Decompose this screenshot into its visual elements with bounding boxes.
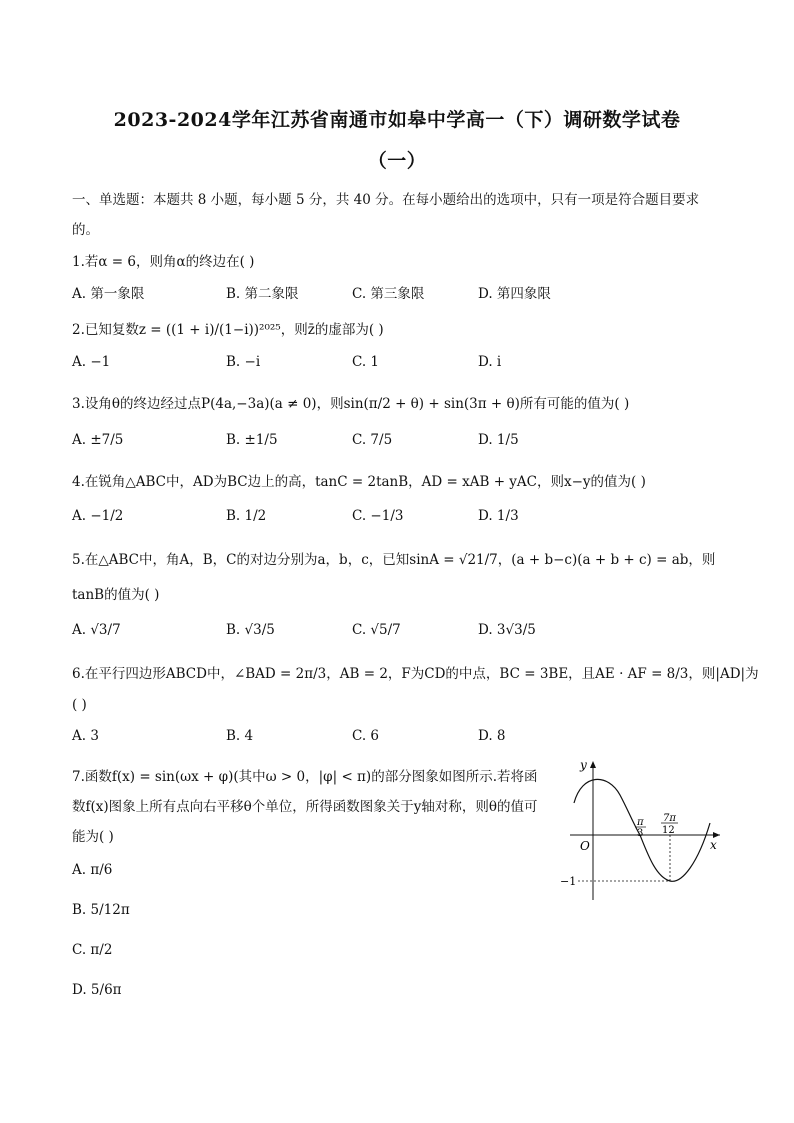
q3-option-b[interactable]: B. ±1/5 — [226, 432, 278, 448]
q4-option-c[interactable]: C. −1/3 — [352, 508, 404, 524]
q6-option-d[interactable]: D. 8 — [478, 728, 506, 744]
question-7-stem: 7.函数f(x) = sin(ωx + φ)(其中ω > 0，|φ| < π)的部分图象如图所示.若将函 — [72, 769, 538, 785]
q5-option-d[interactable]: D. 3√3/5 — [478, 622, 536, 638]
q4-option-d[interactable]: D. 1/3 — [478, 508, 519, 524]
question-6-stem: 6.在平行四边形ABCD中，∠BAD = 2π/3，AB = 2，F为CD的中点，BC = 3BE，且AE · AF = 8/3，则|AD|为 — [72, 666, 759, 682]
question-1-stem: 1.若α = 6，则角α的终边在( ) — [72, 254, 255, 270]
q7-option-c[interactable]: C. π/2 — [72, 942, 113, 958]
q5-option-b[interactable]: B. √3/5 — [226, 622, 275, 638]
q6-option-b[interactable]: B. 4 — [226, 728, 254, 744]
q5-option-c[interactable]: C. √5/7 — [352, 622, 401, 638]
q3-option-c[interactable]: C. 7/5 — [352, 432, 393, 448]
q7-option-a[interactable]: A. π/6 — [72, 862, 113, 878]
q2-option-a[interactable]: A. −1 — [72, 354, 111, 370]
page-title-suffix: （一） — [367, 150, 427, 172]
q1-option-a[interactable]: A. 第一象限 — [72, 286, 145, 302]
q7-option-d[interactable]: D. 5/6π — [72, 982, 122, 998]
y-axis-arrow-icon — [590, 761, 596, 768]
q2-option-b[interactable]: B. −i — [226, 354, 261, 370]
y-axis-label: y — [580, 758, 587, 772]
q4-option-b[interactable]: B. 1/2 — [226, 508, 267, 524]
question-7-stem-cont2: 能为( ) — [72, 829, 114, 845]
tick-7pi-over-12-den: 12 — [662, 825, 675, 836]
tick-pi-over-3-den: 3 — [637, 828, 644, 839]
q5-option-a[interactable]: A. √3/7 — [72, 622, 121, 638]
q3-option-d[interactable]: D. 1/5 — [478, 432, 519, 448]
q7-option-b[interactable]: B. 5/12π — [72, 902, 130, 918]
q6-option-a[interactable]: A. 3 — [72, 728, 99, 744]
q1-option-b[interactable]: B. 第二象限 — [226, 286, 299, 302]
q1-option-c[interactable]: C. 第三象限 — [352, 286, 425, 302]
question-3-stem: 3.设角θ的终边经过点P(4a,−3a)(a ≠ 0)，则sin(π/2 + θ) + sin(3π + θ)所有可能的值为( ) — [72, 396, 630, 412]
section-intro: 一、单选题：本题共 8 小题，每小题 5 分，共 40 分。在每小题给出的选项中，只有一项是符合题目要求 — [72, 192, 700, 208]
q4-option-a[interactable]: A. −1/2 — [72, 508, 124, 524]
x-axis-label: x — [710, 838, 717, 852]
question-5-stem-cont: tanB的值为( ) — [72, 587, 160, 603]
sine-graph-figure — [560, 755, 730, 905]
page-title: 2023-2024学年江苏省南通市如皋中学高一（下）调研数学试卷 — [113, 109, 681, 131]
q3-option-a[interactable]: A. ±7/5 — [72, 432, 124, 448]
q6-option-c[interactable]: C. 6 — [352, 728, 380, 744]
question-4-stem: 4.在锐角△ABC中，AD为BC边上的高，tanC = 2tanB，AD = xAB + yAC，则x−y的值为( ) — [72, 474, 646, 490]
question-6-stem-cont: ( ) — [72, 697, 87, 713]
q1-option-d[interactable]: D. 第四象限 — [478, 286, 551, 302]
tick-pi-over-3-num: π — [637, 817, 644, 828]
question-2-stem: 2.已知复数z = ((1 + i)/(1−i))²⁰²⁵，则z̄的虚部为( ) — [72, 322, 384, 338]
section-intro-cont: 的。 — [72, 222, 99, 238]
question-7-stem-cont: 数f(x)图象上所有点向右平移θ个单位，所得函数图象关于y轴对称，则θ的值可 — [72, 799, 538, 815]
question-5-stem: 5.在△ABC中，角A，B，C的对边分别为a，b，c，已知sinA = √21/7，(a + b−c)(a + b + c) = ab，则 — [72, 552, 716, 568]
q2-option-c[interactable]: C. 1 — [352, 354, 380, 370]
q2-option-d[interactable]: D. i — [478, 354, 502, 370]
neg-one-label: −1 — [560, 875, 577, 888]
tick-7pi-over-12-num: 7π — [663, 813, 676, 824]
origin-label: O — [580, 839, 590, 853]
